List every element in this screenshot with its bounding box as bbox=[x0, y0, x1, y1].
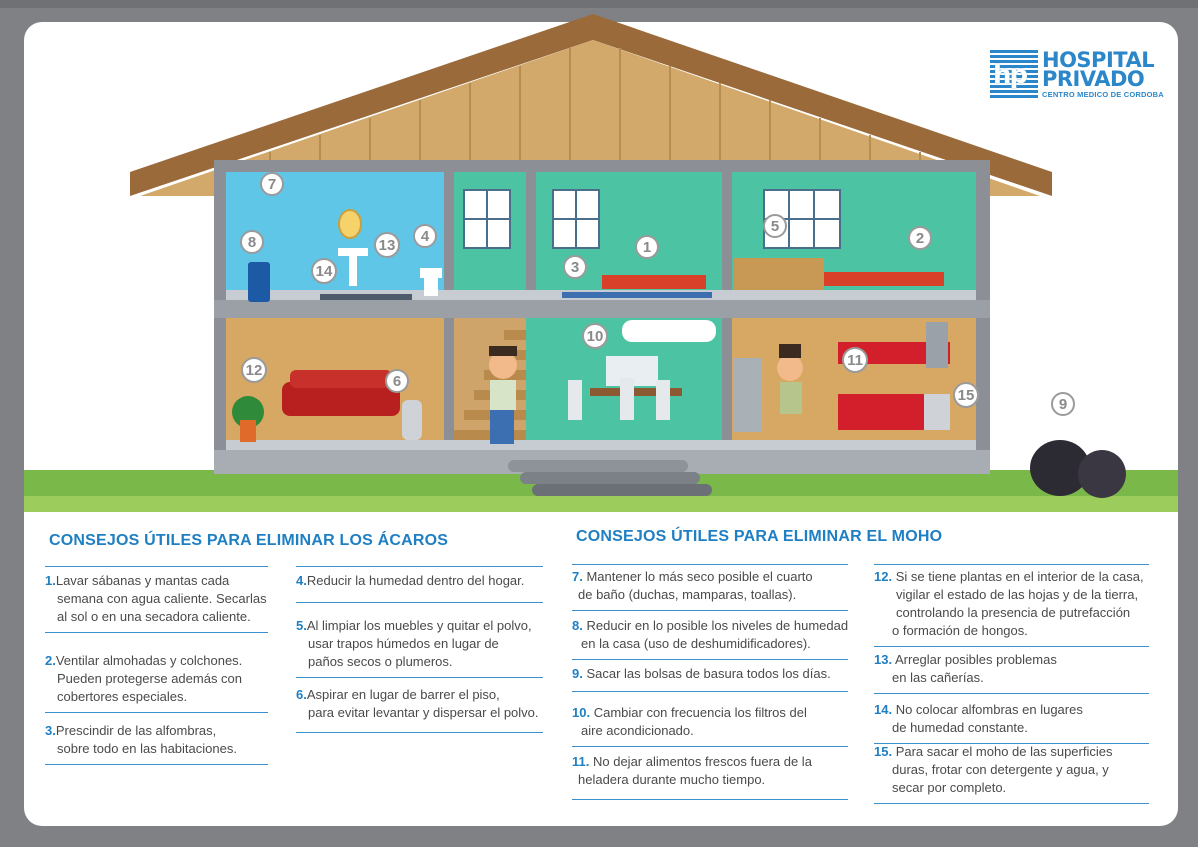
logo-tagline: CENTRO MEDICO DE CORDOBA bbox=[1042, 90, 1164, 99]
tip-5: 5.Al limpiar los muebles y quitar el polvo, usar trapos húmedos en lugar de paños secos o plumeros. bbox=[296, 617, 543, 678]
svg-text:14: 14 bbox=[315, 263, 333, 280]
badge-12-icon bbox=[242, 358, 266, 382]
svg-text:4: 4 bbox=[420, 228, 430, 245]
moho-heading: CONSEJOS ÚTILES PARA ELIMINAR EL MOHO bbox=[576, 528, 943, 545]
mirror bbox=[339, 210, 361, 238]
svg-text:7: 7 bbox=[267, 176, 277, 193]
svg-text:15: 15 bbox=[957, 387, 975, 404]
moho-col1-topline bbox=[572, 564, 848, 565]
acaros-col2-topline bbox=[296, 566, 543, 567]
badge-11-icon bbox=[843, 348, 867, 372]
fridge bbox=[734, 358, 762, 432]
hospital-logo bbox=[990, 50, 1170, 100]
tip-7: 7. Mantener lo más seco posible el cuarto de baño (duchas, mamparas, toallas). bbox=[572, 568, 848, 611]
tip-2: 2.Ventilar almohadas y colchones. Pueden protegerse además con cobertores especiales. bbox=[45, 652, 268, 713]
tip-10: 10. Cambiar con frecuencia los filtros del aire acondicionado. bbox=[572, 704, 848, 747]
logo-line-2: PRIVADO bbox=[1042, 67, 1145, 91]
man-figure bbox=[489, 346, 517, 444]
svg-text:12: 12 bbox=[245, 362, 263, 379]
svg-text:2: 2 bbox=[915, 230, 925, 247]
tip-15: 15. Para sacar el moho de las superficies duras, frotar con detergente y agua, y secar por completo. bbox=[874, 743, 1149, 804]
svg-text:8: 8 bbox=[247, 234, 257, 251]
logo-line-1: HOSPITAL bbox=[1042, 48, 1155, 72]
svg-text:6: 6 bbox=[392, 373, 402, 390]
tip-1: 1.Lavar sábanas y mantas cada semana con agua caliente. Secarlas al sol o en una secadora caliente. bbox=[45, 572, 268, 633]
tip-3: 3.Prescindir de las alfombras, sobre todo en las habitaciones. bbox=[45, 722, 268, 765]
tip-4: 4.Reducir la humedad dentro del hogar. bbox=[296, 572, 543, 603]
svg-text:13: 13 bbox=[378, 237, 396, 254]
badge-2-icon bbox=[909, 227, 931, 249]
range-hood bbox=[926, 322, 948, 368]
bath-mat bbox=[320, 294, 412, 300]
badge-1-icon bbox=[636, 236, 658, 258]
acaros-col1-topline bbox=[45, 566, 268, 567]
tip-12: 12. Si se tiene plantas en el interior de la casa, vigilar el estado de las hojas y de la tierra, controlando la presencia de putrefacción o formación de hongos. bbox=[874, 568, 1149, 647]
svg-text:3: 3 bbox=[570, 259, 580, 276]
tip-9: 9. Sacar las bolsas de basura todos los días. bbox=[572, 665, 848, 692]
svg-text:5: 5 bbox=[770, 218, 780, 235]
bed-1 bbox=[602, 275, 706, 289]
svg-text:10: 10 bbox=[586, 328, 604, 345]
svg-text:1: 1 bbox=[642, 239, 652, 256]
badge-8-icon bbox=[241, 231, 263, 253]
acaros-heading: CONSEJOS ÚTILES PARA ELIMINAR LOS ÁCAROS bbox=[49, 532, 449, 549]
trash-bags bbox=[1030, 440, 1126, 498]
bed-2 bbox=[818, 272, 944, 286]
badge-7-icon bbox=[261, 173, 283, 195]
tip-13: 13. Arreglar posibles problemas en las cañerías. bbox=[874, 651, 1149, 694]
tip-6: 6.Aspirar en lugar de barrer el piso, para evitar levantar y dispersar el polvo. bbox=[296, 686, 543, 733]
logo-mark-icon: hp bbox=[990, 50, 1038, 98]
badge-10-icon bbox=[583, 324, 607, 348]
badge-6-icon bbox=[386, 370, 408, 392]
dehumidifier bbox=[248, 262, 270, 302]
badge-4-icon bbox=[414, 225, 436, 247]
tip-11: 11. No dejar alimentos frescos fuera de la heladera durante mucho tiempo. bbox=[572, 753, 848, 800]
dresser bbox=[734, 258, 824, 290]
sink bbox=[338, 248, 368, 256]
badge-14-icon bbox=[312, 259, 336, 283]
tip-14: 14. No colocar alfombras en lugares de humedad constante. bbox=[874, 701, 1149, 744]
badge-9-icon bbox=[1052, 393, 1074, 415]
toilet bbox=[420, 268, 442, 278]
air-conditioner bbox=[622, 320, 716, 342]
front-steps bbox=[508, 460, 688, 472]
badge-3-icon bbox=[564, 256, 586, 278]
vacuum bbox=[402, 400, 422, 440]
tip-8: 8. Reducir en lo posible los niveles de humedad en la casa (uso de deshumidificadores). bbox=[572, 617, 848, 660]
badge-13-icon bbox=[375, 233, 399, 257]
moho-col2-topline bbox=[874, 564, 1149, 565]
badge-5-icon bbox=[764, 215, 786, 237]
svg-text:9: 9 bbox=[1058, 396, 1068, 413]
badge-15-icon bbox=[954, 383, 978, 407]
svg-text:11: 11 bbox=[847, 352, 863, 369]
